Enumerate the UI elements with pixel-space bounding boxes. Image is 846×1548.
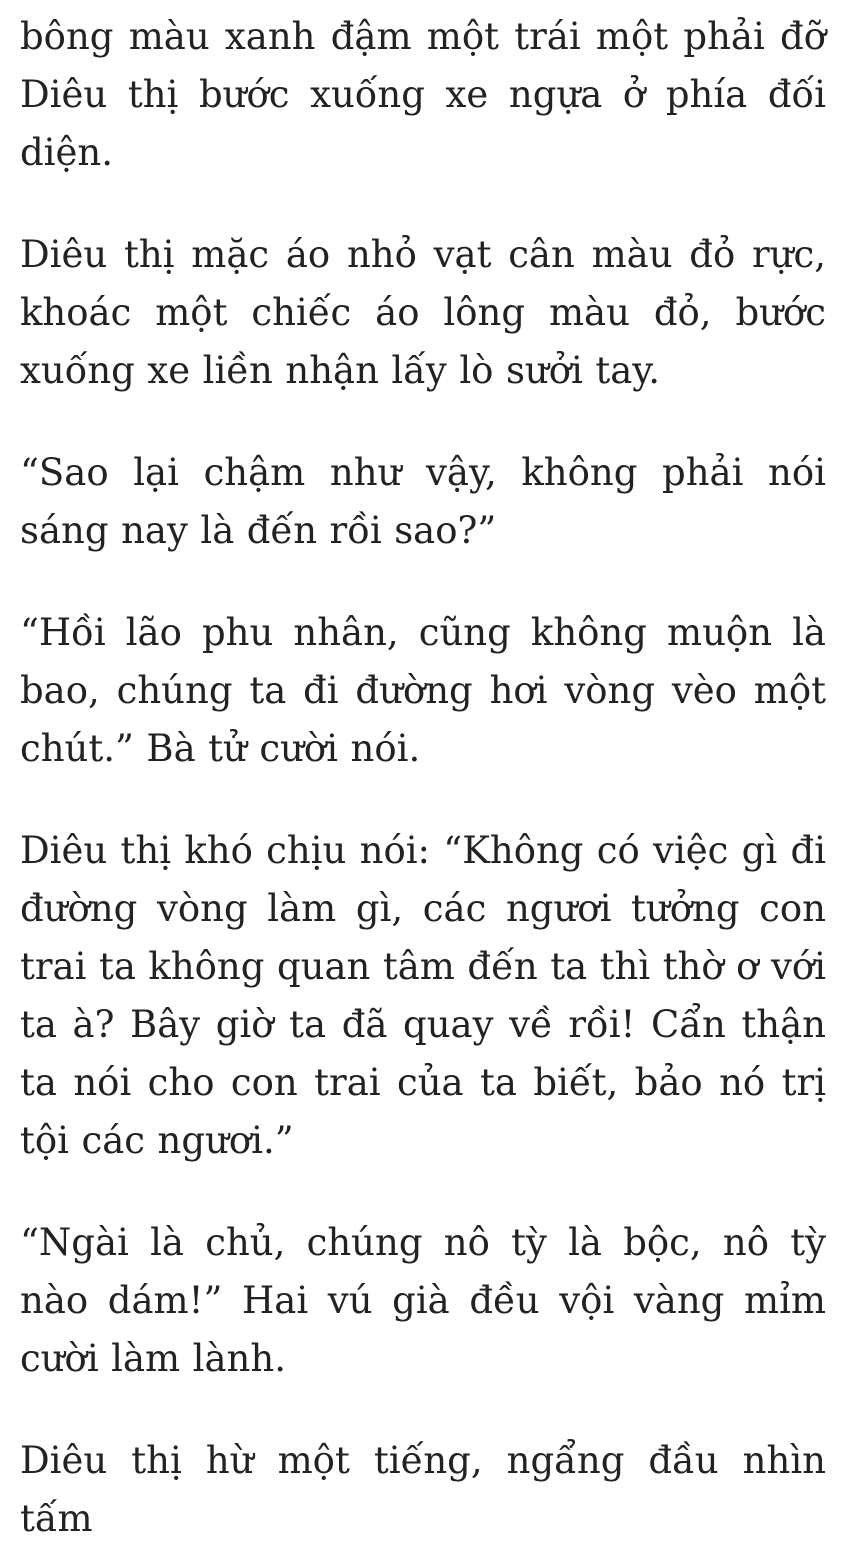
reader-content (0, 8, 846, 1548)
paragraph: Diêu thị hừ một tiếng, ngẩng đầu nhìn tấm (20, 1439, 826, 1540)
paragraph: bông màu xanh đậm một trái một phải đỡ Diêu thị bước xuống xe ngựa ở phía đối diện. (20, 15, 826, 174)
paragraph: “Hồi lão phu nhân, cũng không muộn là bao, chúng ta đi đường hơi vòng vèo một chút.” Bà tử cười nói. (20, 611, 826, 770)
paragraph: “Sao lại chậm như vậy, không phải nói sáng nay là đến rồi sao?” (20, 451, 826, 552)
paragraph: Diêu thị khó chịu nói: “Không có việc gì đi đường vòng làm gì, các ngươi tưởng con trai ta không quan tâm đến ta thì thờ ơ với ta à? Bây giờ ta đã quay về rồi! Cẩn thận ta nói cho con trai của ta biết, bảo nó trị tội các ngươi.” (20, 829, 826, 1162)
paragraph: “Ngài là chủ, chúng nô tỳ là bộc, nô tỳ nào dám!” Hai vú già đều vội vàng mỉm cười làm lành. (20, 1221, 826, 1380)
paragraph: Diêu thị mặc áo nhỏ vạt cân màu đỏ rực, khoác một chiếc áo lông màu đỏ, bước xuống xe liền nhận lấy lò sưởi tay. (20, 233, 826, 392)
